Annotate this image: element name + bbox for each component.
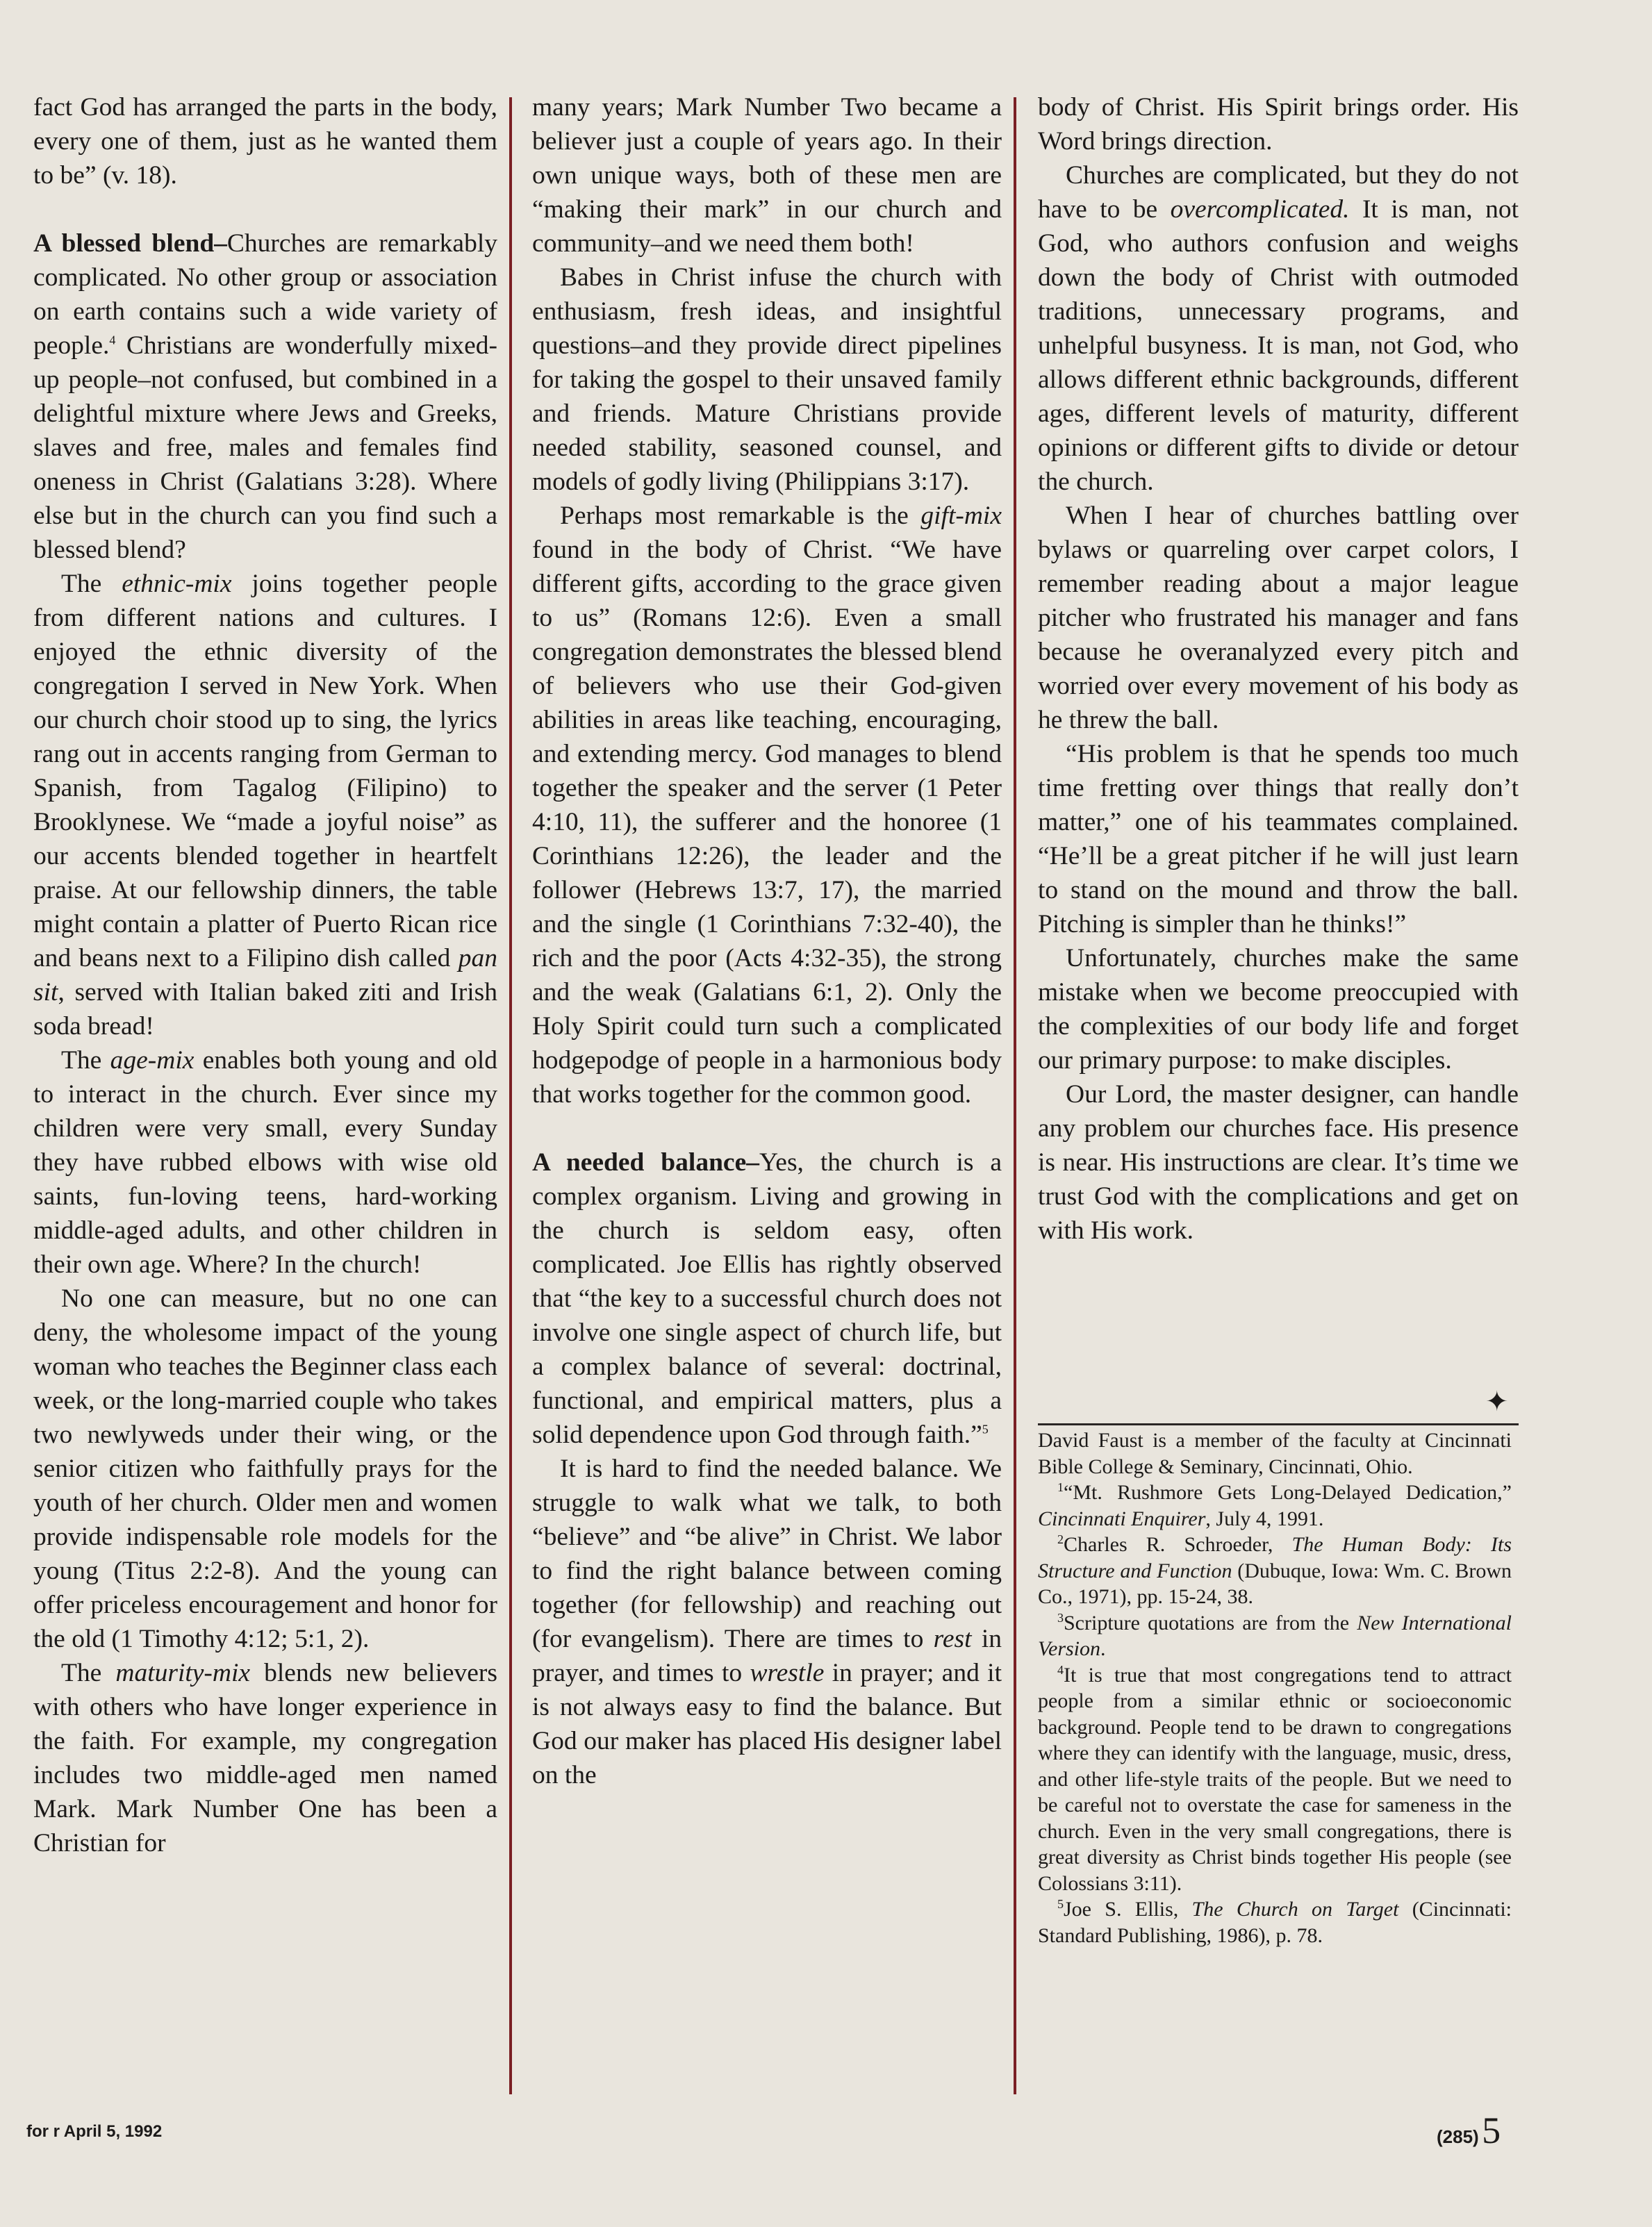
paragraph-maturity-mix	[33, 1656, 497, 1860]
paragraph: many years; Mark Number Two became a believer just a couple of years ago. In their own unique ways, both of these men are “making their mark” in our church and community–and we need them both!	[532, 93, 1002, 258]
footnote-number: 4	[1057, 1662, 1064, 1677]
paragraph: fact God has arranged the parts in the body, every one of them, just as he wanted them to be” (v. 18).	[33, 93, 497, 190]
text: The	[61, 570, 122, 598]
paragraph: body of Christ. His Spirit brings order. His Word brings direction.	[1038, 93, 1519, 156]
footnote-number: 1	[1057, 1480, 1064, 1494]
section-heading-needed-balance: A needed balance–	[532, 1148, 759, 1177]
text: blends new believers with others who have longer experience in the faith. For example, my congregation includes two middle-aged men named Mark. Mark Number One has been a Christian for	[33, 1659, 497, 1857]
footnote-5	[1038, 1896, 1512, 1948]
emphasis: age-mix	[110, 1046, 195, 1075]
text: (Cincinnati: Standard Publishing, 1986), p. 78.	[1038, 1898, 1512, 1947]
emphasis: wrestle	[750, 1659, 825, 1687]
text: in prayer, and times to	[532, 1625, 1002, 1687]
emphasis: overcomplicated.	[1170, 195, 1350, 224]
text: It is hard to find the needed balance. We struggle to walk what we talk, to both “believe” and “be alive” in Christ. We labor to find the right balance between coming together (for fellowship) and reaching out (for evangelism). There are times to	[532, 1455, 1002, 1653]
text: Christians are wonderfully mixed-up people–not confused, but combined in a delightful mixture where Jews and Greeks, slaves and free, males and females find oneness in Christ (Galatians 3:28). Where else but in the church can you find such a blessed blend?	[33, 331, 497, 564]
page-number: 5	[1482, 2110, 1501, 2151]
text: Perhaps most remarkable is the	[560, 502, 921, 530]
paragraph	[532, 1452, 1002, 1792]
column-divider	[1014, 97, 1016, 2094]
footnote-number: 5	[1057, 1897, 1064, 1911]
column-3	[1038, 90, 1519, 1248]
paragraph: No one can measure, but no one can deny, the wholesome impact of the young woman who teaches the Beginner class each week, or the long-married couple who takes two newlyweds under their wing, or the senior citizen who faithfully prays for the youth of her church. Older men and women provide indispensable role models for the young (Titus 2:2-8). And the young can offer priceless encouragement and honor for the old (1 Timothy 4:12; 5:1, 2).	[33, 1284, 497, 1653]
footnote-divider	[1038, 1423, 1519, 1425]
emphasis: The Church on Target	[1191, 1898, 1399, 1921]
column-divider	[509, 97, 512, 2094]
text: Joe S. Ellis,	[1064, 1898, 1192, 1921]
text: found in the body of Christ. “We have different gifts, according to the grace given to us” (Romans 12:6). Even a small congregation demonstrates the blessed blend of believers who use their God-given abilities in areas like teaching, encouraging, and extending mercy. God manages to blend together the speaker and the server (1 Peter 4:10, 11), the sufferer and the honoree (1 Corinthians 12:26), the leader and the follower (Hebrews 13:7, 17), the married and the single (1 Corinthians 7:32-40), the rich and the poor (Acts 4:32-35), the strong and the weak (Galatians 6:1, 2). Only the Holy Spirit could turn such a complicated hodgepodge of people in a harmonious body that works together for the common good.	[532, 536, 1002, 1109]
emphasis: The Human Body: Its Structure and Function	[1038, 1533, 1512, 1582]
emphasis: ethnic-mix	[122, 570, 232, 598]
footnote-1	[1038, 1480, 1512, 1532]
paragraph-blessed-blend	[33, 226, 497, 567]
paragraph: “His problem is that he spends too much time fretting over things that really don’t matter,” one of his teammates complained. “He’ll be a great pitcher if he will just learn to stand on the mound and throw the ball. Pitching is simpler than he thinks!”	[1038, 740, 1519, 938]
text: Charles R. Schroeder,	[1064, 1533, 1292, 1556]
footnotes	[1038, 1427, 1512, 1948]
text: , July 4, 1991.	[1205, 1507, 1324, 1530]
emphasis: pan sit	[33, 944, 497, 1007]
text: Churches are complicated, but they do not have to be	[1038, 161, 1519, 224]
paragraph: Babes in Christ infuse the church with enthusiasm, fresh ideas, and insightful questions–and they provide direct pipelines for taking the gospel to their unsaved family and friends. Mature Christians provide needed stability, seasoned counsel, and models of godly living (Philippians 3:17).	[532, 263, 1002, 496]
footnote-number: 2	[1057, 1532, 1064, 1546]
footnote-ref: 5	[982, 1422, 989, 1437]
paragraph: Unfortunately, churches make the same mistake when we become preoccupied with the complexities of our body life and forget our primary purpose: to make disciples.	[1038, 944, 1519, 1075]
emphasis: Cincinnati Enquirer	[1038, 1507, 1206, 1530]
text: , served with Italian baked ziti and Irish soda bread!	[33, 978, 497, 1041]
emphasis: gift-mix	[920, 502, 1002, 530]
emphasis: New International Version	[1038, 1611, 1512, 1660]
page-code: (285)	[1437, 2126, 1479, 2147]
footnote-2	[1038, 1532, 1512, 1610]
text: Churches are remarkably complicated. No other group or association on earth contains such a wide variety of people.	[33, 229, 497, 360]
paragraph-age-mix	[33, 1043, 497, 1282]
text: The	[61, 1659, 116, 1687]
text: in prayer; and it is not always easy to find the balance. But God our maker has placed His designer label on the	[532, 1659, 1002, 1789]
text: enables both young and old to interact in the church. Ever since my children were very small, every Sunday they have rubbed elbows with wise old saints, fun-loving teens, hard-working middle-aged adults, and other children in their own age. Where? In the church!	[33, 1046, 497, 1279]
paragraph-ethnic-mix	[33, 567, 497, 1043]
text: It is man, not God, who authors confusion and weighs down the body of Christ with outmoded traditions, unnecessary programs, and unhelpful busyness. It is man, not God, who allows different ethnic backgrounds, different ages, different levels of maturity, different opinions or different gifts to divide or detour the church.	[1038, 195, 1519, 496]
section-heading-blessed-blend: A blessed blend–	[33, 229, 227, 258]
text: Scripture quotations are from the	[1064, 1611, 1357, 1634]
emphasis: rest	[933, 1625, 972, 1653]
end-mark-icon: ✦	[1485, 1386, 1509, 1417]
text: joins together people from different nations and cultures. I enjoyed the ethnic diversity of the congregation I served in New York. When our church choir stood up to sing, the lyrics rang out in accents ranging from German to Spanish, from Tagalog (Filipino) to Brooklynese. We “made a joyful noise” as our accents blended together in heartfelt praise. At our fellowship dinners, the table might contain a platter of Puerto Rican rice and beans next to a Filipino dish called	[33, 570, 497, 972]
footnote-3	[1038, 1610, 1512, 1662]
text: (Dubuque, Iowa: Wm. C. Brown Co., 1971), pp. 15-24, 38.	[1038, 1559, 1512, 1608]
footnote-ref: 4	[109, 333, 116, 347]
text: .	[1100, 1637, 1106, 1660]
column-1	[33, 90, 497, 1860]
paragraph-closing: Our Lord, the master designer, can handle any problem our churches face. His presence is near. His instructions are clear. It’s time we trust God with the complications and get on with His work.	[1038, 1080, 1519, 1245]
footer-issue-date: for r April 5, 1992	[26, 2122, 163, 2141]
paragraph	[1038, 158, 1519, 499]
column-2	[532, 90, 1002, 1792]
paragraph: When I hear of churches battling over bylaws or quarreling over carpet colors, I remember reading about a major league pitcher who frustrated his manager and fans because he overanalyzed every pitch and worried over every movement of his body as he threw the ball.	[1038, 502, 1519, 734]
text: “Mt. Rushmore Gets Long-Delayed Dedication,”	[1064, 1481, 1512, 1504]
emphasis: maturity-mix	[115, 1659, 251, 1687]
paragraph-gift-mix	[532, 499, 1002, 1111]
author-bio: David Faust is a member of the faculty at Cincinnati Bible College & Seminary, Cincinnati, Ohio.	[1038, 1429, 1512, 1478]
text: The	[61, 1046, 110, 1075]
text: Yes, the church is a complex organism. Living and growing in the church is seldom easy, often complicated. Joe Ellis has rightly observed that “the key to a successful church does not involve one single aspect of church life, but a complex balance of several: doctrinal, functional, and empirical matters, plus a solid dependence upon God through faith.”	[532, 1148, 1002, 1449]
page-number-block	[1437, 2109, 1501, 2152]
text: It is true that most congregations tend to attract people from a similar ethnic or socioeconomic background. People tend to be drawn to congregations where they can identify with the language, music, dress, and other life-style traits of the people. But we need to be careful not to overstate the case for sameness in the church. Even in the very small congregations, there is great diversity as Christ binds together His people (see Colossians 3:11).	[1038, 1663, 1512, 1895]
footnote-4	[1038, 1662, 1512, 1897]
paragraph-needed-balance	[532, 1145, 1002, 1452]
footnote-number: 3	[1057, 1610, 1064, 1625]
